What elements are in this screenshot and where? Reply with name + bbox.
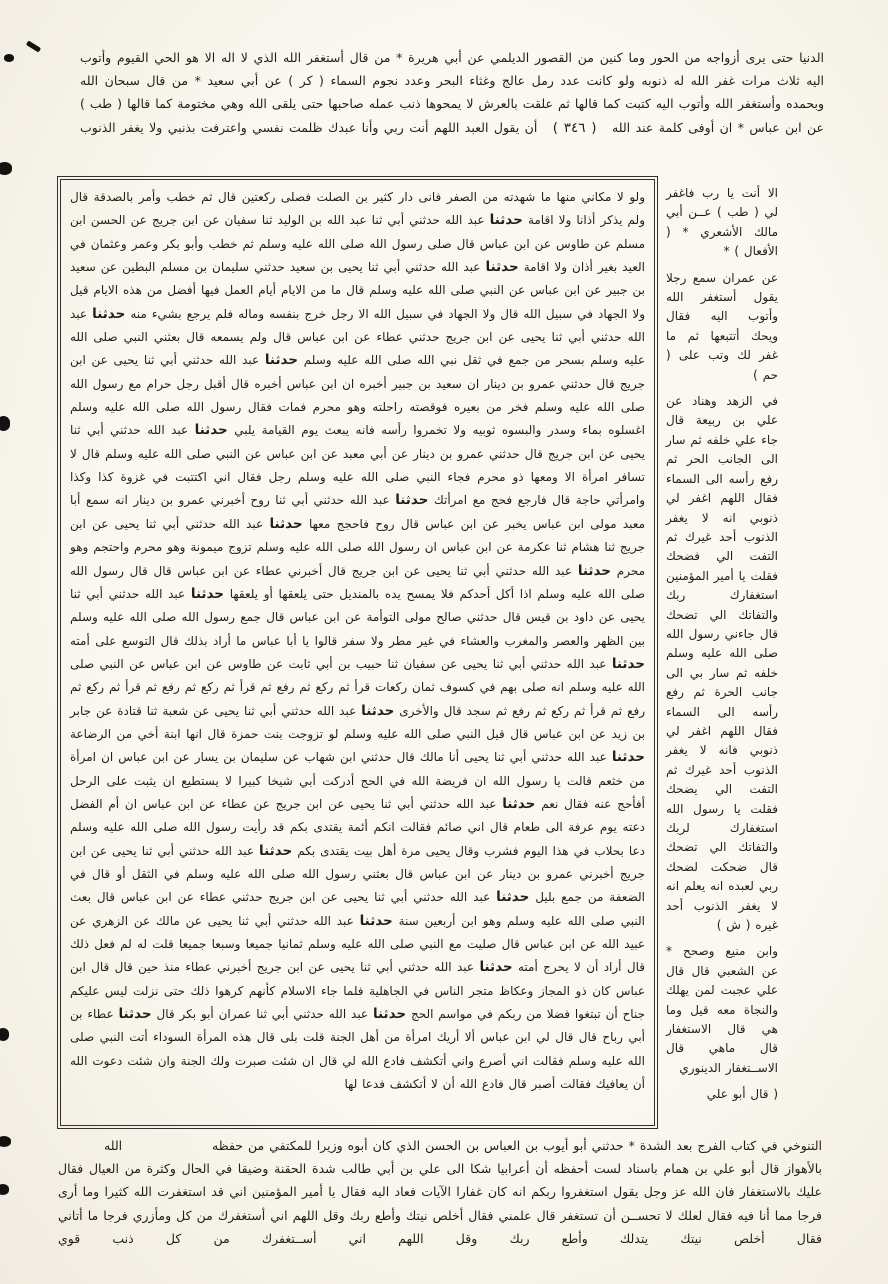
header-block xyxy=(80,46,824,140)
footer-text: بالأهواز قال أبو علي بن همام باسناد لست أحفظه أن أعرابيا شكا الى علي بن أبي طالب شدة الحقنة وضيقا في الحال وكثرة من العيال فقال عليك بالاستغفار فان الله عز وجل يقول استغفروا ربكم انه كان غفارا الآيات فعاد اليه فقال يا أمير المؤمنين اني قد استغفرت الله كثيرا وما أرى فرجا مما أنا فيه فقال لعلك لا تحســن أن تستغفر قال علمني فقال أخلص نيتك وأطع ربك وقل اللهم اني أستغفرك من كل ومأزري فرجا ما أتاني فقال أخلص نيتك يتدلك وأطع ربك وقل اللهم اني أســتغفرك من كل ذنب قوي xyxy=(58,1161,822,1246)
scan-artifact xyxy=(0,1184,9,1195)
scan-artifact xyxy=(26,40,41,52)
footer-first-line xyxy=(58,1134,822,1157)
narration-keyword: حدثنا xyxy=(361,702,395,719)
narration-keyword: حدثنا xyxy=(489,212,523,229)
margin-note: الا أنت يا رب فاغفر لي ( طب ) عــن أبي مالك الأشعري * ( الأفعال ) * xyxy=(666,186,778,259)
narration-keyword: حدثنا xyxy=(372,1006,407,1023)
narration-keyword: حدثنا xyxy=(611,749,645,766)
narration-keyword: حدثنا xyxy=(264,352,299,369)
narration-keyword: حدثنا xyxy=(92,305,126,322)
footer-block xyxy=(58,1134,822,1250)
narration-keyword: حدثنا xyxy=(485,259,519,276)
main-frame xyxy=(57,176,658,1129)
narration-keyword: حدثنا xyxy=(395,492,429,509)
margin-note: ( قال أبو علي xyxy=(706,1087,778,1102)
scan-artifact xyxy=(4,54,14,62)
scan-artifact xyxy=(0,1028,9,1041)
narration-keyword: حدثنا xyxy=(496,889,530,906)
narration-keyword: حدثنا xyxy=(194,422,228,439)
narration-keyword: حدثنا xyxy=(577,562,612,579)
margin-column xyxy=(666,184,778,1112)
catchword: الله xyxy=(104,1138,123,1153)
narration-keyword: حدثنا xyxy=(502,795,536,812)
margin-note: عن عمران سمع رجلا يقول أستغفر الله وأتوب اليه فقال ويحك أتتبعها ثم ما غفر لك وتب على ( حم ) xyxy=(666,270,778,382)
body-text: ولو لا مكاني منها ما شهدته من الصفر فانى دار كثير بن الصلت فصلى ركعتين قال ثم خطب وأمر بالصدقة قال ولم يذكر أذانا ولا اقامة حدثنا عبد الله حدثني أبي ثنا عبد الله بن الوليد ثنا سفيان عن ابن جريج عن الحسن ابن مسلم عن طاوس عن ابن عباس قال صلى رسول الله صلى الله عليه وسلم ثم خطب وأبو بكر وعمر وعثمان في العيد بغير أذان ولا اقامة حدثنا عبد الله حدثني أبي ثنا يحيى بن سعيد حدثني سليمان بن مسلم البطين عن سعيد بن جبير عن ابن عباس عن النبي صلى الله عليه وسلم قال ما من الايام أيام العمل فيها أفضل من هذه الايام قيل ولا الجهاد في سبيل الله قال ولا الجهاد في سبيل الله الا رجل خرج بنفسه وماله فلم يرجع بشيء منه حدثنا عبد الله حدثني أبي ثنا يحيى عن ابن جريج حدثني عطاء عن ابن عباس قال ولم يسمعه قال بعثني النبي صلى الله عليه وسلم بسحر من جمع في ثقل نبي الله صلى الله عليه وسلم حدثنا عبد الله حدثني أبي ثنا يحيى عن ابن جريج قال حدثني عمرو بن دينار ان سعيد بن جبير أخبره ان ابن عباس أخبره قال أقبل رجل حرام مع رسول الله صلى الله عليه وسلم فخر من بعيره فوقصته راحلته وهو محرم فمات فقال رسول الله صلى الله عليه وسلم اغسلوه بماء وسدر والبسوه ثوبيه ولا تخمروا رأسه فانه يبعث يوم القيامة يلبي حدثنا عبد الله حدثني أبي ثنا يحيى عن ابن جريج قال حدثني عمرو بن دينار عن أبي معبد عن ابن عباس عن النبي صلى الله عليه وسلم قال لا تسافر امرأة الا ومعها ذو محرم فجاء النبي صلى الله عليه وسلم رجل فقال اني اكتتبت في غزوة كذا وكذا وامرأتي حاجة قال فارجع فحج مع امرأتك حدثنا عبد الله حدثني أبي ثنا روح أخبرني عمرو بن دينار انه سمع أبا معبد مولى ابن عباس يخبر عن ابن عباس قال روح فاحجج معها حدثنا عبد الله حدثني أبي ثنا يحيى عن ابن جريج ثنا هشام ثنا عكرمة عن ابن عباس ان رسول الله صلى الله عليه وسلم تزوج ميمونة وهو محرم واحتجم وهو محرم حدثنا عبد الله حدثني أبي ثنا يحيى عن ابن جريج قال أخبرني عطاء عن ابن عباس قال قال رسول الله صلى الله عليه وسلم اذا أكل أحدكم فلا يمسح يده بالمنديل حتى يلعقها أو يلعقها حدثنا عبد الله حدثني أبي ثنا يحيى عن داود بن قيس قال حدثني صالح مولى التوأمة عن ابن عباس قال جمع رسول الله صلى الله عليه وسلم بين الظهر والعصر والمغرب والعشاء في غير مطر ولا سفر قالوا يا أبا عباس ما أراد بذلك قال التوسع على أمته حدثنا عبد الله حدثني أبي ثنا يحيى عن سفيان ثنا حبيب بن أبي ثابت عن طاوس عن ابن عباس عن النبي صلى الله عليه وسلم انه صلى بهم في كسوف ثمان ركعات قرأ ثم ركع ثم رفع ثم قرأ ثم ركع ثم رفع ثم قرأ ثم ركع ثم رفع ثم قرأ ثم ركع ثم رفع ثم سجد قال والأخرى حدثنا عبد الله حدثني أبي ثنا يحيى عن شعبة ثنا قتادة عن جابر بن زيد عن ابن عباس قال قيل النبي صلى الله عليه وسلم لو تزوجت بنت حمزة قال انها ابنة أخي من الرضاعة حدثنا عبد الله حدثني أبي ثنا يحيى أنا مالك قال حدثني ابن شهاب عن سليمان بن يسار عن ابن عباس ان امرأة من خثعم قالت يا رسول الله ان فريضة الله في الحج أدركت أبي شيخا كبيرا لا يستطيع ان يثبت على الرحل أفأحج عنه فقال نعم حدثنا عبد الله حدثني أبي ثنا يحيى عن ابن جريج عن عطاء عن ابن عباس ان أم الفضل دعته يوم عرفة الى طعام قال اني صائم فقالت انكم أئمة يقتدى بكم قد رأيت رسول الله صلى الله عليه وسلم دعا بحلاب في هذا اليوم فشرب وقال يحيى مرة أهل بيت يقتدى بكم حدثنا عبد الله حدثني أبي ثنا يحيى عن ابن جريج أخبرني عمرو بن دينار عن ابن عباس قال بعثني رسول الله صلى الله عليه وسلم في الثقل أو قال في الضعفة من جمع بليل حدثنا عبد الله حدثني أبي ثنا يحيى عن ابن جريج حدثني عطاء عن ابن عباس قال بعث النبي صلى الله عليه وسلم وهو ابن أربعين سنة حدثنا عبد الله حدثني أبي ثنا يحيى عن مالك عن الزهري عن عبيد الله عن ابن عباس قال صليت مع النبي صلى الله عليه وسلم ثمانيا جميعا وسبعا جميعا قلت له لم فعل ذلك قال أراد أن لا يحرج أمته حدثنا عبد الله حدثني أبي ثنا يحيى عن ابن جريج أخبرني عطاء منذ حين قال قال ابن عباس كان ذو المجاز وعكاظ متجر الناس في الجاهلية فلما جاء الاسلام كأنهم كرهوا ذلك حتى نزلت ليس عليكم جناح أن تبتغوا فضلا من ربكم في مواسم الحج حدثنا عبد الله حدثني أبي ثنا عمران أبو بكر قال حدثنا عطاء بن أبي رباح قال قال لي ابن عباس ألا أريك امرأة من أهل الجنة قلت بلى قال هذه المرأة السوداء أتت النبي صلى الله عليه وسلم فقالت اني أصرع واني أتكشف فادع الله لي قال ان شئت صبرت ولك الجنة وان شئت دعوت الله أن يعافيك فقالت أصبر قال فادع الله أن لا أتكشف فدعا لها xyxy=(70,190,646,1092)
narration-keyword: حدثنا xyxy=(190,585,225,602)
scan-artifact xyxy=(0,416,10,431)
frame-inner xyxy=(60,179,655,1126)
narration-keyword: حدثنا xyxy=(359,912,393,929)
scan-artifact xyxy=(0,1136,11,1147)
narration-keyword: حدثنا xyxy=(611,655,645,672)
scan-artifact xyxy=(0,162,12,175)
narration-keyword: حدثنا xyxy=(269,515,303,532)
margin-note: في الزهد وهناد عن علي بن ربيعة قال جاء علي خلفه ثم سار الى الجانب الحر ثم رفع رأسه الى السماء فقال اللهم اغفر لي ذنوبي انه لا يغفر الذنوب أحد غيرك ثم التفت الي فضحك فقلت يا أمير المؤمنين استغفارك ربك والتفاتك الي تضحك قال جاءني رسول الله صلى الله عليه وسلم خلفه ثم سار بي الى جانب الحرة ثم رفع رأسه الى السماء فقال اللهم اغفر لي ذنوبي فانه لا يغفر الذنوب أحد غيرك ثم التفت الي يضحك فقلت يا رسول الله استغفارك لربك والتفاتك الي تضحك قال ضحكت لضحك ربي لعبده انه يعلم انه لا يغفر الذنوب أحد غيره ( ش ) xyxy=(666,394,778,933)
narration-keyword: حدثنا xyxy=(479,959,513,976)
narration-keyword: حدثنا xyxy=(259,842,293,859)
page-number: ( ٣٤٦ ) xyxy=(552,119,597,136)
header-text: الدنيا حتى يرى أزواجه من الحور وما كنين من القصور الديلمي عن أبي هريرة * من قال أستغفر الله الذي لا اله الا هو الحي القيوم وأتوب اليه ثلاث مرات غفر الله له ذنوبه ولو كانت عدد رمل عالج وغثاء البحر وعدد نجوم السماء ( كر ) عن أبي سعيد * من قال سبحان الله وبحمده وأستغفر الله وأتوب اليه كتبت كما قالها ثم علقت بالعرش لا يمحوها ذنب عمله صاحبها حتى يلقى الله وهي مختومة كما قالها ( طب ) عن ابن عباس * ان أوفى كلمة عند الله ( ٣٤٦ ) أن يقول العبد اللهم أنت ربي وأنا عبدك ظلمت نفسي واعترفت بذنبي ولا يغفر الذنوب xyxy=(80,50,824,136)
margin-note: وابن منيع وصحح * عن الشعبي قال قال علي عجبت لمن يهلك والنجاة معه قيل وما هي قال الاستغفار قال ماهي قال الاســتغفار الدينوري xyxy=(666,944,778,1075)
footer-first-text: التنوخي في كتاب الفرج بعد الشدة * حدثني أبو أيوب بن العباس بن الحسن الذي كان أبوه وزيرا للمكتفي من حفظه xyxy=(212,1138,822,1153)
narration-keyword: حدثنا xyxy=(118,1006,152,1023)
